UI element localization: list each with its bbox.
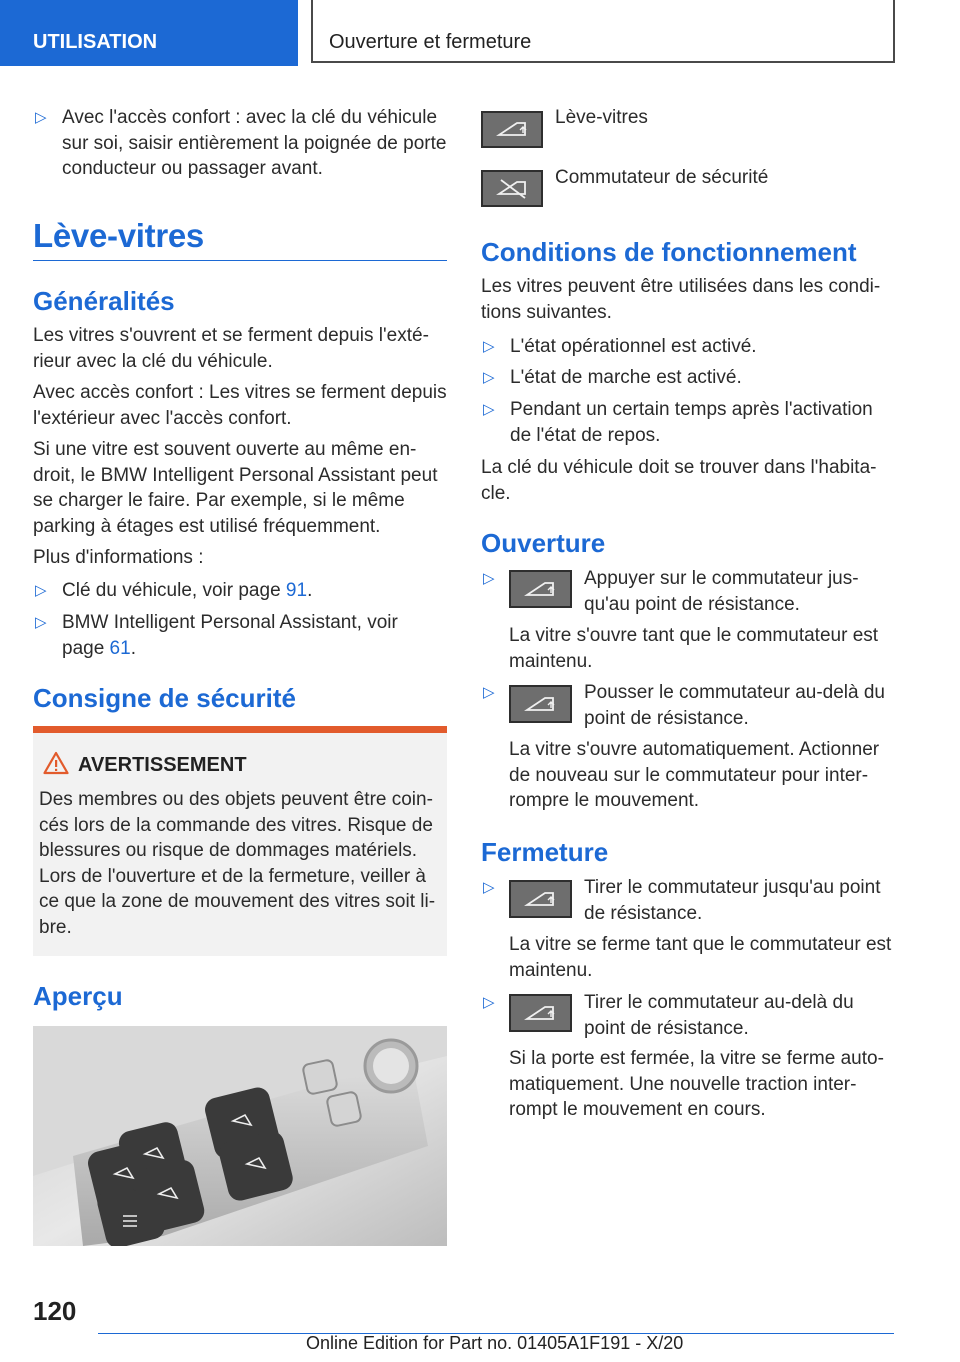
page-header xyxy=(0,0,960,66)
bullet-icon: ▷ xyxy=(483,994,495,1011)
paragraph: Les vitres s'ouvrent et se ferment depuis l'extérieur avec la clé du véhicule. xyxy=(33,325,429,372)
step-action: Appuyer sur le commutateur jusqu'au point de résistance. xyxy=(584,568,859,615)
step-action: Tirer le commutateur au-delà du point de résistance. xyxy=(584,992,854,1039)
list-item: L'état opérationnel est activé. xyxy=(510,336,757,357)
bullet-icon: ▷ xyxy=(483,338,495,355)
window-switch-icon xyxy=(509,570,572,608)
section-tab: UTILISATION xyxy=(0,0,298,66)
paragraph: Si une vitre est souvent ouverte au même endroit, le BMW Intelligent Personal Assistant peut se charger le faire. Par exemple, si le même parking à étages est utilisé fréquemment. xyxy=(33,439,438,537)
page-number: 120 xyxy=(33,1296,77,1326)
list-item-text: BMW Intelligent Personal Assistant, voir page xyxy=(62,612,398,659)
step-result: La vitre s'ouvre automatiquement. Actionner de nouveau sur le commutateur pour interrompre le mouvement. xyxy=(509,739,880,811)
paragraph: La clé du véhicule doit se trouver dans l'habitacle. xyxy=(481,457,877,504)
warning-triangle-icon xyxy=(43,751,69,775)
heading-rule xyxy=(33,260,447,261)
bullet-icon: ▷ xyxy=(483,879,495,896)
bullet-icon: ▷ xyxy=(483,684,495,701)
step-result: Si la porte est fermée, la vitre se ferme automatiquement. Une nouvelle traction interrompt le mouvement en cours. xyxy=(509,1048,884,1120)
section-heading: Lève-vitres xyxy=(33,217,204,254)
subheading-apercu: Aperçu xyxy=(33,981,123,1011)
legend-label: Lève-vitres xyxy=(555,107,648,128)
paragraph: Avec accès confort : Les vitres se ferment depuis l'extérieur avec l'accès confort. xyxy=(33,382,447,429)
list-item-text: Clé du véhicule, voir page xyxy=(62,580,286,601)
period: . xyxy=(130,637,136,659)
list-item xyxy=(62,610,412,661)
bullet-icon: ▷ xyxy=(35,614,47,631)
step-action: Tirer le commutateur jusqu'au point de résistance. xyxy=(584,877,881,924)
window-switch-icon xyxy=(509,880,572,918)
warning-bar xyxy=(33,726,447,733)
period: . xyxy=(307,580,313,601)
subheading-ouverture: Ouverture xyxy=(481,528,606,558)
bullet-icon: ▷ xyxy=(483,401,495,418)
list-item xyxy=(62,578,447,604)
footer-edition: Online Edition for Part no. 01405A1F191 - X/20 xyxy=(306,1333,684,1353)
bullet-icon: ▷ xyxy=(35,109,47,126)
bullet-icon: ▷ xyxy=(483,369,495,386)
page-link-91[interactable]: 91 xyxy=(285,580,308,601)
step-result: La vitre s'ouvre tant que le commutateur est maintenu. xyxy=(509,625,879,672)
page-link-61[interactable]: 61 xyxy=(109,637,131,659)
window-switch-icon xyxy=(481,111,543,148)
window-switch-icon xyxy=(509,994,572,1032)
bullet-icon: ▷ xyxy=(483,570,495,587)
list-item: L'état de marche est activé. xyxy=(510,367,742,388)
intro-bullet-text: Avec l'accès confort : avec la clé du véhicule sur soi, saisir entièrement la poignée de porte conducteur ou passager avant. xyxy=(62,107,447,179)
window-switch-icon xyxy=(509,685,572,723)
warning-text: Des membres ou des objets peuvent être coincés lors de la commande des vitres. Risque de blessures ou risque de dommages matériels. Lors de l'ouverture et de la fermeture, veiller à ce que la zone de mouvement des vitres soit libre. xyxy=(39,789,436,938)
list-item: Pendant un certain temps après l'activation de l'état de repos. xyxy=(510,399,873,446)
warning-label: AVERTISSEMENT xyxy=(78,754,247,776)
subheading-fermeture: Fermeture xyxy=(481,837,609,867)
door-switch-photo xyxy=(33,1026,447,1246)
subheading-generalites: Généralités xyxy=(33,286,175,316)
bullet-icon: ▷ xyxy=(35,582,47,599)
warning-box xyxy=(33,726,447,956)
step-result: La vitre se ferme tant que le commutateur est maintenu. xyxy=(509,934,892,981)
legend-label: Commutateur de sécurité xyxy=(555,167,769,188)
safety-switch-icon xyxy=(481,170,543,207)
step-action: Pousser le commutateur au-delà du point de résistance. xyxy=(584,682,885,729)
paragraph: Plus d'informations : xyxy=(33,547,204,568)
chapter-title: Ouverture et fermeture xyxy=(311,0,895,63)
paragraph: Les vitres peuvent être utilisées dans les conditions suivantes. xyxy=(481,276,881,323)
subheading-safety: Consigne de sécurité xyxy=(33,683,296,713)
subheading-conditions: Conditions de fonctionnement xyxy=(481,237,857,267)
